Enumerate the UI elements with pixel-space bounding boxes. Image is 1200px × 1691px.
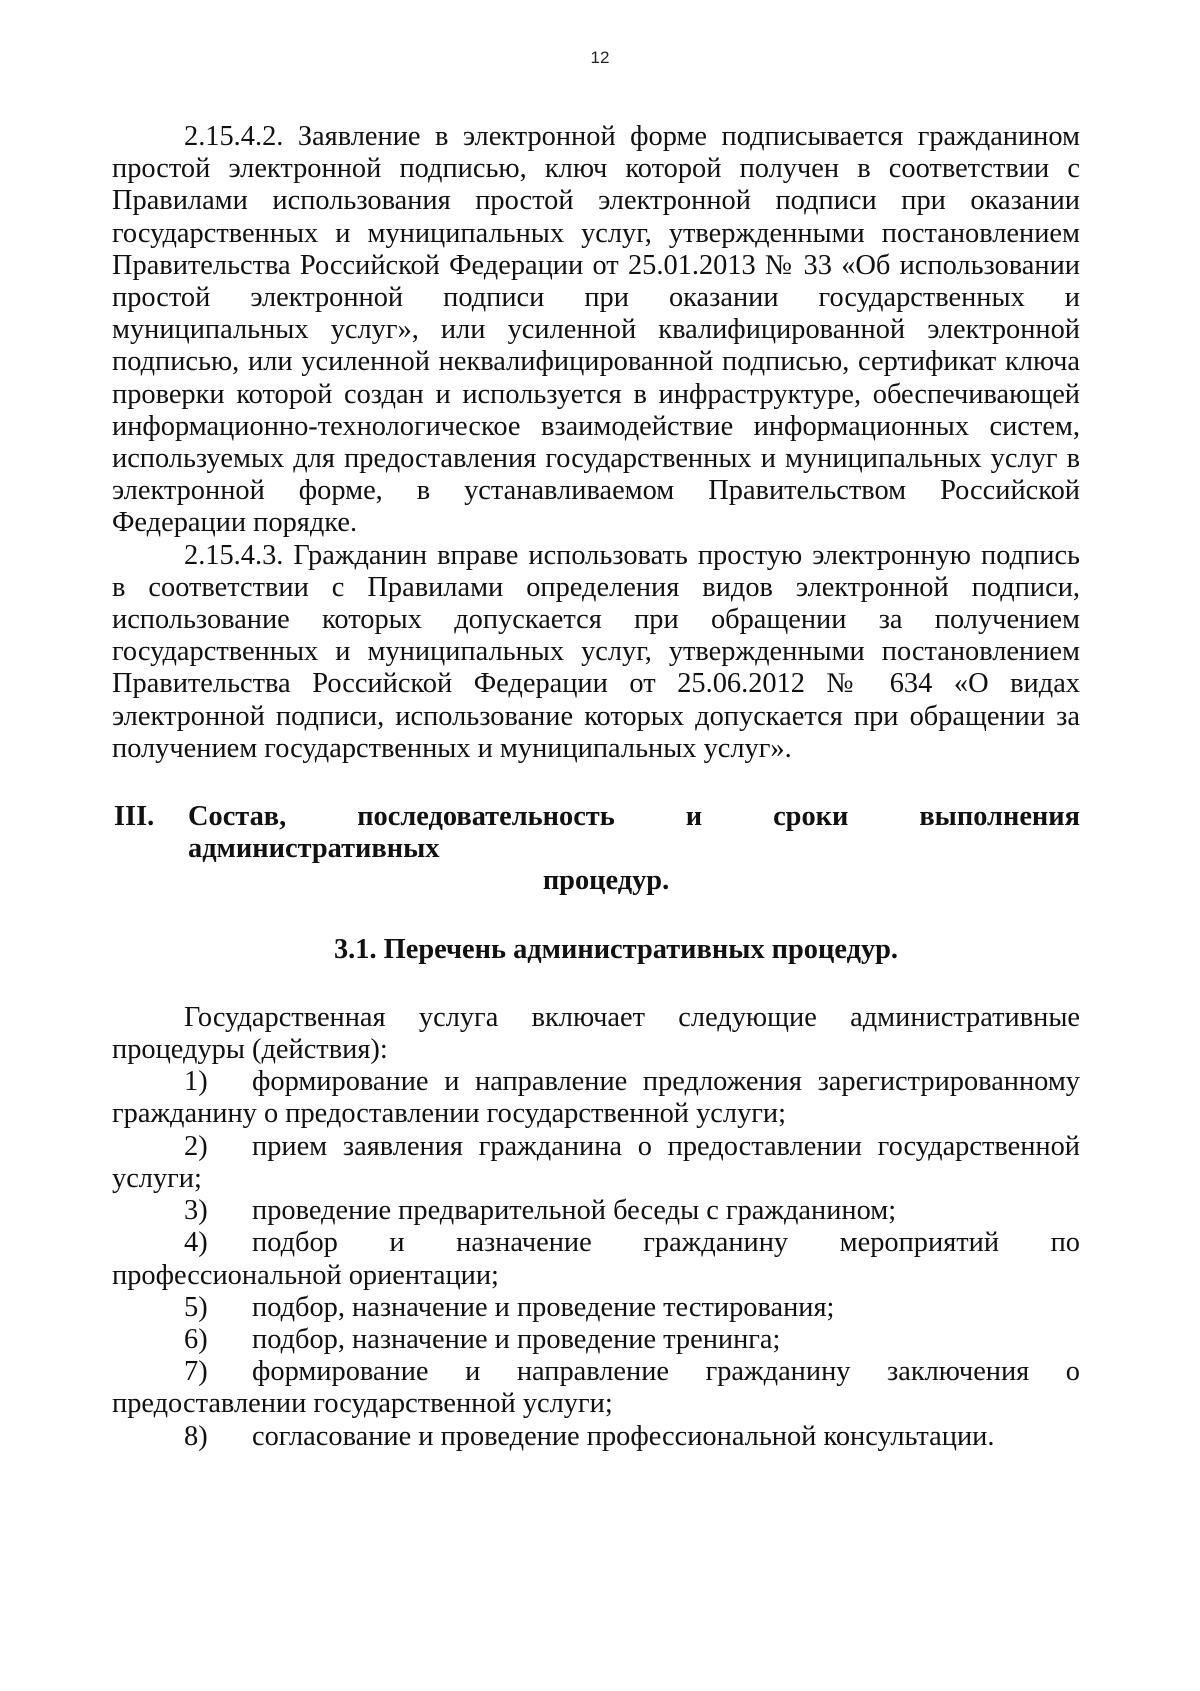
list-marker: 4)	[184, 1227, 208, 1259]
document-body	[112, 121, 1080, 1453]
list-marker: 1)	[184, 1066, 208, 1098]
section-title-line-2: процедур.	[542, 865, 670, 897]
paragraph-2-15-4-2: 2.15.4.2. Заявление в электронной форме подписывается гражданином простой электронной подписью, ключ которой получен в соответствии с Правилами использования простой электронной подписи при оказании государственных и муниципальных услуг, утвержденными постановлением Правительства Российской Федерации от 25.01.2013 № 33 «Об использовании простой электронной подписи при оказании государственных и муниципальных услуг», или усиленной квалифицированной электронной подписью, или усиленной неквалифицированной подписью, сертификат ключа проверки которой создан и используется в инфраструктуре, обеспечивающей информационно-технологическое взаимодействие информационных систем, используемых для предоставления государственных и муниципальных услуг в электронной форме, в устанавливаемом Правительством Российской Федерации порядке.	[112, 121, 1080, 539]
subsection-heading: 3.1. Перечень административных процедур.	[333, 933, 899, 965]
procedures-intro-line-2: процедуры (действия):	[112, 1034, 388, 1066]
list-marker: 5)	[184, 1291, 208, 1323]
list-item	[112, 1066, 1080, 1130]
paragraph-2-15-4-3: 2.15.4.3. Гражданин вправе использовать простую электронную подпись в соответствии с Правилами определения видов электронной подписи, использование которых допускается при обращении за получением государственных и муниципальных услуг, утвержденными постановлением Правительства Российской Федерации от 25.06.2012 № 634 «О видах электронной подписи, использование которых допускается при обращении за получением государственных и муниципальных услуг».	[112, 539, 1080, 764]
list-item-text: формирование и направление гражданину заключения о предоставлении государственной услуги;	[112, 1356, 1080, 1420]
page-number: 12	[590, 48, 610, 67]
list-item-text: проведение предварительной беседы с гражданином;	[252, 1195, 897, 1227]
section-title-line-1: Состав, последовательность и сроки выполнения административных	[188, 801, 1080, 865]
procedures-list	[112, 1066, 1080, 1452]
procedures-intro-line-1: Государственная услуга включает следующие административные	[184, 1001, 1080, 1033]
procedures-intro	[112, 1002, 1080, 1066]
list-item-text: подбор, назначение и проведение тестирования;	[252, 1291, 835, 1323]
list-marker: 8)	[184, 1420, 208, 1452]
list-item-text: формирование и направление предложения зарегистрированному гражданину о предоставлении государственной услуги;	[112, 1066, 1080, 1130]
list-marker: 3)	[184, 1195, 208, 1227]
list-item	[112, 1227, 1080, 1291]
section-heading	[112, 801, 1080, 898]
list-marker: 2)	[184, 1130, 208, 1162]
list-item	[112, 1324, 1080, 1356]
list-item	[112, 1195, 1080, 1227]
list-item-text: подбор и назначение гражданину мероприятий по профессиональной ориентации;	[112, 1227, 1080, 1291]
list-marker: 7)	[184, 1356, 208, 1388]
list-item	[112, 1421, 1080, 1453]
list-item-text: прием заявления гражданина о предоставлении государственной услуги;	[112, 1130, 1080, 1194]
list-item	[112, 1131, 1080, 1195]
list-marker: 6)	[184, 1323, 208, 1355]
section-number: III.	[114, 801, 155, 833]
list-item	[112, 1292, 1080, 1324]
list-item-text: подбор, назначение и проведение тренинга;	[252, 1323, 781, 1355]
list-item-text: согласование и проведение профессиональной консультации.	[252, 1420, 995, 1452]
list-item	[112, 1356, 1080, 1420]
